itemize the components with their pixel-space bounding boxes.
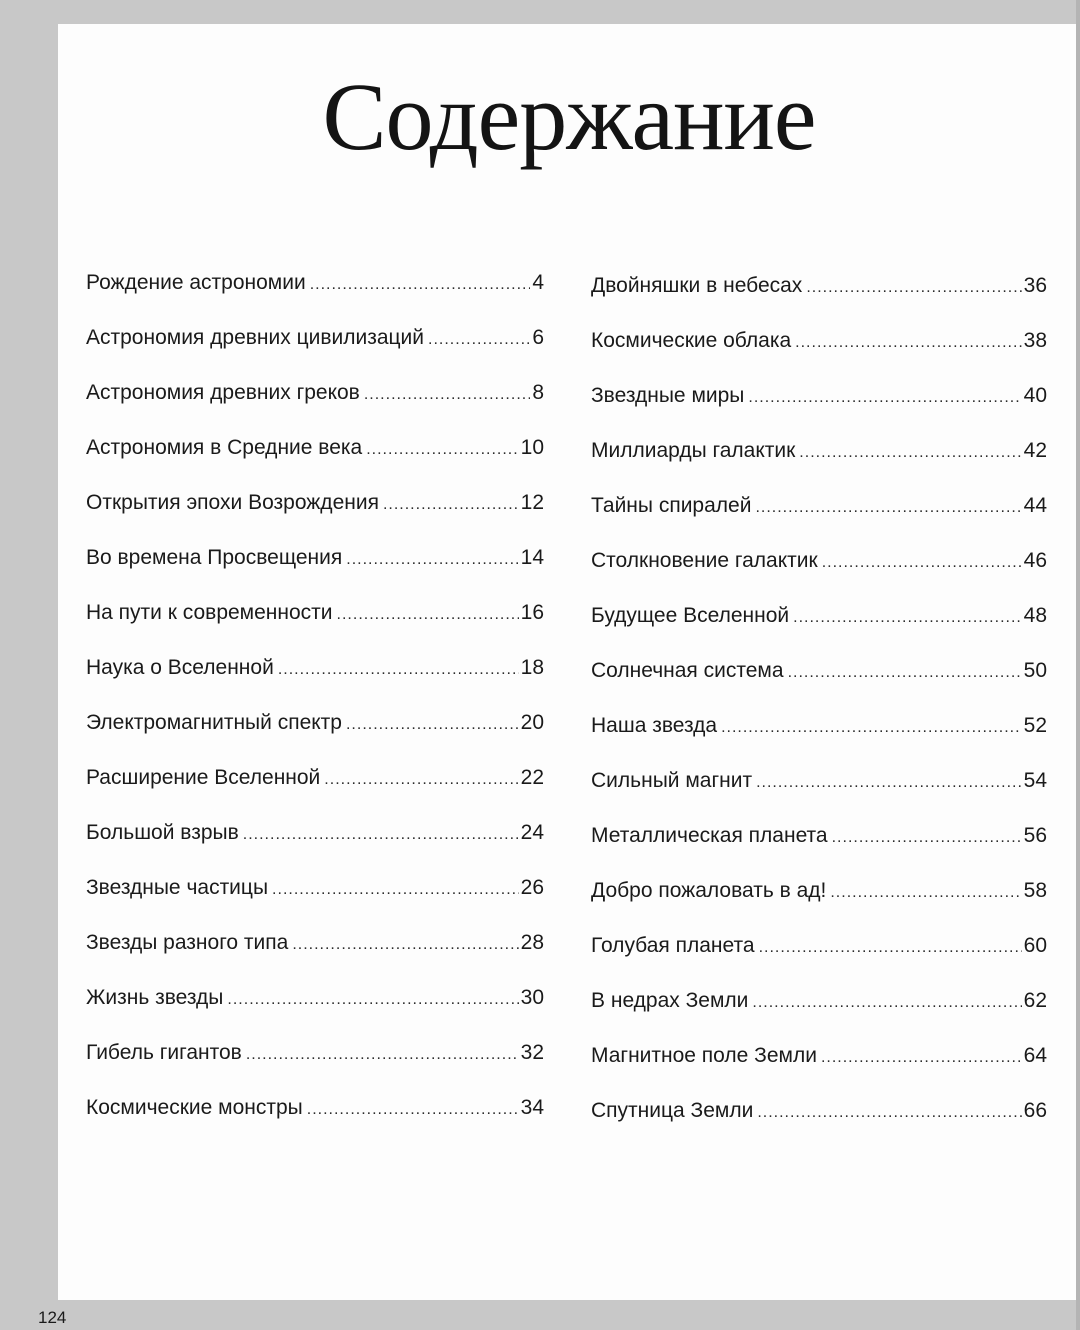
toc-entry-page: 30 xyxy=(520,986,544,1009)
toc-entry-title: Космические монстры xyxy=(86,1096,303,1119)
dot-leader xyxy=(806,279,1021,297)
toc-entry-page: 58 xyxy=(1023,879,1047,902)
toc-entry xyxy=(591,769,1047,824)
toc-entry xyxy=(591,549,1047,604)
dot-leader xyxy=(799,444,1021,462)
page-number: 124 xyxy=(38,1308,67,1327)
dot-leader xyxy=(757,1104,1021,1122)
toc-entry-page: 14 xyxy=(520,546,544,569)
toc-entry-title: Наука о Вселенной xyxy=(86,656,274,679)
dot-leader xyxy=(752,994,1021,1012)
toc-entry-title: Открытия эпохи Возрождения xyxy=(86,491,379,514)
toc-entry-page: 6 xyxy=(532,326,544,349)
toc-entry-page: 28 xyxy=(520,931,544,954)
toc-entry-title: Тайны спиралей xyxy=(591,494,752,517)
toc-entry xyxy=(86,766,544,821)
toc-entry-page: 52 xyxy=(1023,714,1047,737)
dot-leader xyxy=(227,991,518,1009)
toc-entry xyxy=(591,879,1047,934)
toc-entry-title: Астрономия древних греков xyxy=(86,381,360,404)
dot-leader xyxy=(246,1046,519,1064)
toc-entry xyxy=(86,656,544,711)
dot-leader xyxy=(346,716,519,734)
toc-entry-page: 22 xyxy=(520,766,544,789)
toc-entry xyxy=(86,876,544,931)
toc-entry-page: 20 xyxy=(520,711,544,734)
toc-entry xyxy=(86,436,544,491)
page-title: Содержание xyxy=(322,63,816,170)
dot-leader xyxy=(310,276,531,294)
toc-entry-title: Сильный магнит xyxy=(591,769,753,792)
dot-leader xyxy=(832,829,1022,847)
dot-leader xyxy=(383,496,519,514)
toc-entry-page: 40 xyxy=(1023,384,1047,407)
dot-leader xyxy=(428,331,530,349)
toc-entry-title: Большой взрыв xyxy=(86,821,239,844)
dot-leader xyxy=(721,719,1022,737)
toc-entry-title: Электромагнитный спектр xyxy=(86,711,342,734)
toc-entry-page: 50 xyxy=(1023,659,1047,682)
dot-leader xyxy=(821,1049,1022,1067)
dot-leader xyxy=(346,551,518,569)
toc-entry-page: 36 xyxy=(1023,274,1047,297)
toc-entry-page: 18 xyxy=(520,656,544,679)
toc-entry-page: 10 xyxy=(520,436,544,459)
toc-entry xyxy=(591,329,1047,384)
toc-entry-title: Космические облака xyxy=(591,329,792,352)
toc-entry-page: 64 xyxy=(1023,1044,1047,1067)
page-edge xyxy=(1076,0,1080,1330)
toc-entry-page: 44 xyxy=(1023,494,1047,517)
toc-entry-title: Рождение астрономии xyxy=(86,271,306,294)
toc-entry xyxy=(86,491,544,546)
toc-entry-title: Звезды разного типа xyxy=(86,931,289,954)
toc-entry xyxy=(591,274,1047,329)
toc-entry xyxy=(591,989,1047,1044)
toc-entry-title: Астрономия древних цивилизаций xyxy=(86,326,424,349)
toc-entry-title: Магнитное поле Земли xyxy=(591,1044,817,1067)
toc-entry xyxy=(86,271,544,326)
toc-entry-page: 54 xyxy=(1023,769,1047,792)
toc-entry xyxy=(86,821,544,876)
toc-entry-page: 62 xyxy=(1023,989,1047,1012)
toc-left-column xyxy=(86,271,544,1151)
toc-entry xyxy=(591,604,1047,659)
toc-entry-page: 38 xyxy=(1023,329,1047,352)
toc-entry xyxy=(86,711,544,766)
toc-entry-page: 32 xyxy=(520,1041,544,1064)
dot-leader xyxy=(364,386,530,404)
toc-entry-page: 56 xyxy=(1023,824,1047,847)
dot-leader xyxy=(272,881,519,899)
toc-entry xyxy=(591,494,1047,549)
toc-entry-page: 48 xyxy=(1023,604,1047,627)
toc-entry-title: Будущее Вселенной xyxy=(591,604,790,627)
toc-right-column xyxy=(591,274,1047,1154)
dot-leader xyxy=(756,774,1022,792)
toc-entry xyxy=(591,1099,1047,1154)
toc-entry-title: Астрономия в Средние века xyxy=(86,436,363,459)
toc-entry xyxy=(591,714,1047,769)
toc-entry-title: Металлическая планета xyxy=(591,824,828,847)
toc-entry-title: Солнечная система xyxy=(591,659,784,682)
toc-entry xyxy=(591,1044,1047,1099)
toc-entry-title: Наша звезда xyxy=(591,714,718,737)
toc-entry-title: Звездные миры xyxy=(591,384,745,407)
toc-entry xyxy=(86,381,544,436)
toc-entry-page: 8 xyxy=(532,381,544,404)
book-page xyxy=(58,24,1080,1300)
toc-entry-title: В недрах Земли xyxy=(591,989,749,1012)
toc-entry-title: Звездные частицы xyxy=(86,876,269,899)
dot-leader xyxy=(278,661,519,679)
toc-entry-page: 66 xyxy=(1023,1099,1047,1122)
toc-entry-page: 34 xyxy=(520,1096,544,1119)
dot-leader xyxy=(755,499,1021,517)
toc-entry xyxy=(86,546,544,601)
dot-leader xyxy=(292,936,518,954)
dot-leader xyxy=(788,664,1022,682)
toc-entry xyxy=(591,934,1047,989)
toc-entry-title: Столкновение галактик xyxy=(591,549,818,572)
toc-entry-page: 12 xyxy=(520,491,544,514)
dot-leader xyxy=(759,939,1022,957)
dot-leader xyxy=(822,554,1022,572)
toc-entry xyxy=(591,439,1047,494)
toc-entry-page: 42 xyxy=(1023,439,1047,462)
toc-entry-title: Двойняшки в небесах xyxy=(591,274,803,297)
toc-entry xyxy=(86,1041,544,1096)
toc-entry xyxy=(86,601,544,656)
toc-entry xyxy=(86,931,544,986)
toc-entry-title: Спутница Земли xyxy=(591,1099,754,1122)
toc-entry xyxy=(86,326,544,381)
dot-leader xyxy=(830,884,1021,902)
toc-entry-title: Жизнь звезды xyxy=(86,986,224,1009)
dot-leader xyxy=(307,1101,519,1119)
toc-entry-title: На пути к современности xyxy=(86,601,333,624)
dot-leader xyxy=(795,334,1021,352)
toc-entry xyxy=(591,659,1047,714)
toc-entry xyxy=(86,986,544,1041)
toc-entry-page: 26 xyxy=(520,876,544,899)
toc-entry-page: 46 xyxy=(1023,549,1047,572)
dot-leader xyxy=(748,389,1021,407)
dot-leader xyxy=(793,609,1022,627)
dot-leader xyxy=(243,826,519,844)
dot-leader xyxy=(337,606,519,624)
dot-leader xyxy=(324,771,518,789)
toc-entry xyxy=(591,824,1047,879)
toc-entry-title: Миллиарды галактик xyxy=(591,439,796,462)
toc-entry xyxy=(591,384,1047,439)
toc-entry-page: 60 xyxy=(1023,934,1047,957)
toc-entry-title: Гибель гигантов xyxy=(86,1041,242,1064)
toc-entry xyxy=(86,1096,544,1151)
toc-entry-page: 16 xyxy=(520,601,544,624)
toc-entry-title: Во времена Просвещения xyxy=(86,546,343,569)
toc-entry-title: Расширение Вселенной xyxy=(86,766,321,789)
dot-leader xyxy=(366,441,518,459)
toc-entry-title: Добро пожаловать в ад! xyxy=(591,879,827,902)
toc-entry-page: 24 xyxy=(520,821,544,844)
toc-entry-page: 4 xyxy=(532,271,544,294)
toc-entry-title: Голубая планета xyxy=(591,934,755,957)
